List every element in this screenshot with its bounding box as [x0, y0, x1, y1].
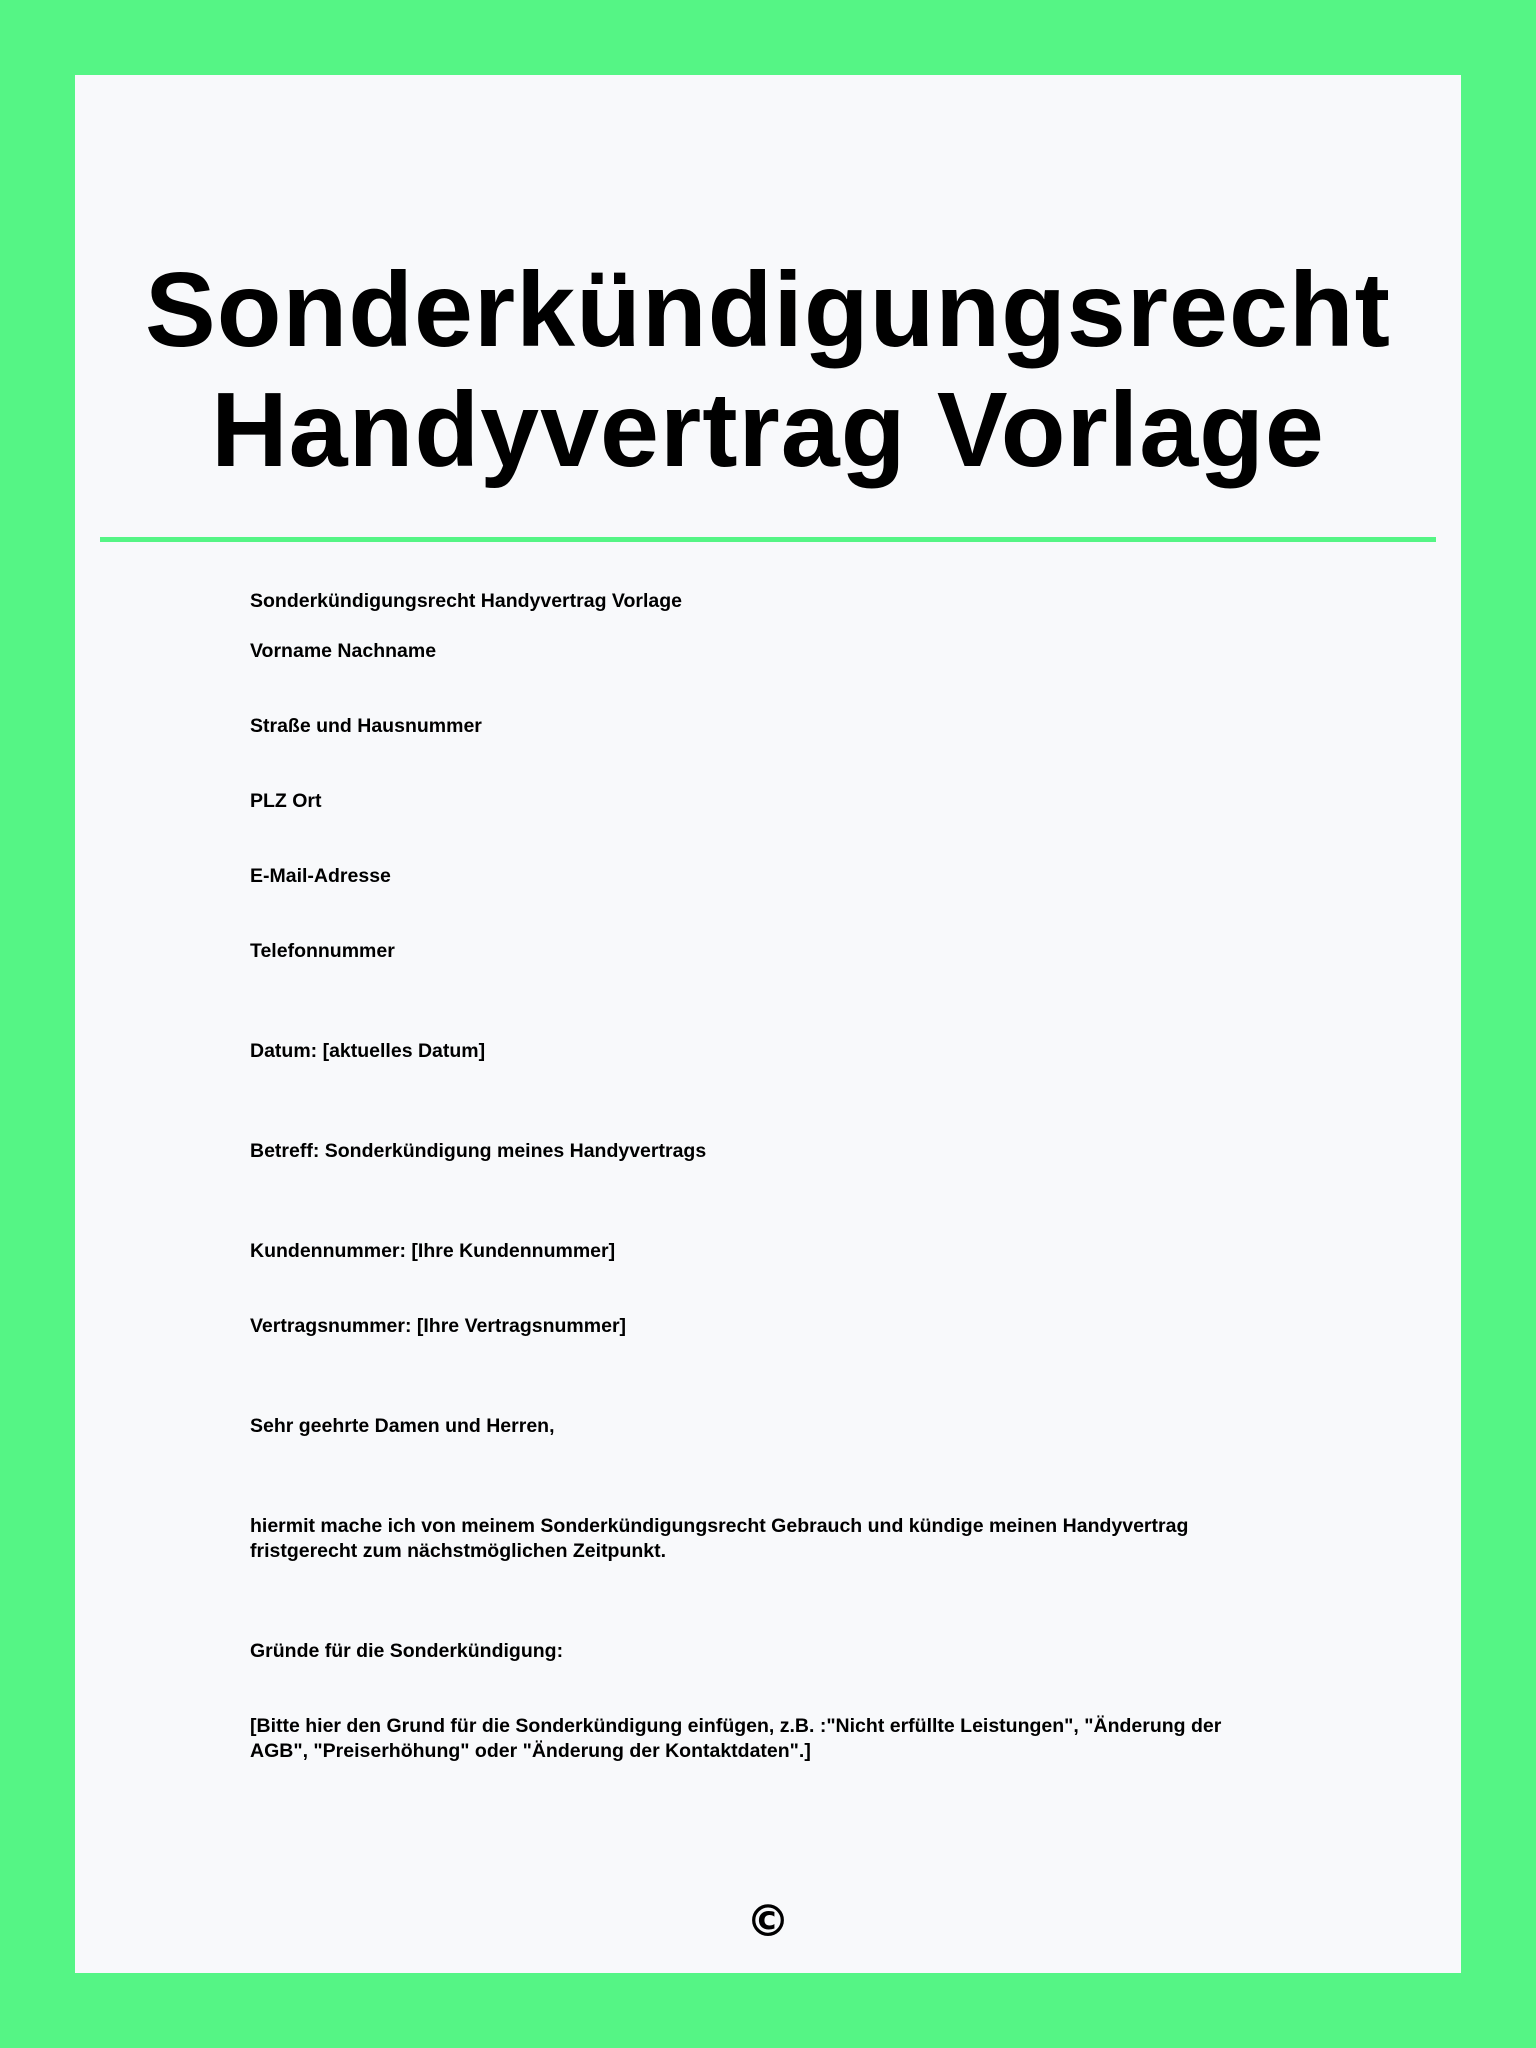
sender-name: Vorname Nachname — [250, 640, 437, 662]
sender-city: PLZ Ort — [250, 790, 322, 812]
letter-salutation: Sehr geehrte Damen und Herren, — [250, 1415, 555, 1437]
copyright-symbol: © — [746, 1896, 790, 1947]
page-title: Sonderkündigungsrecht Handyvertrag Vorlage — [145, 251, 1391, 489]
customer-number: Kundennummer: [Ihre Kundennummer] — [250, 1240, 616, 1262]
sender-phone: Telefonnummer — [250, 940, 395, 962]
reasons-heading: Gründe für die Sonderkündigung: — [250, 1640, 564, 1662]
document-page — [75, 75, 1461, 1973]
sender-email: E-Mail-Adresse — [250, 865, 391, 887]
letter-body: hiermit mache ich von meinem Sonderkündigungsrecht Gebrauch und kündige meinen Handyvertrag fristgerecht zum nächstmöglichen Zeitpunkt. — [250, 1515, 1189, 1562]
title-divider — [100, 537, 1436, 542]
document-heading: Sonderkündigungsrecht Handyvertrag Vorlage — [250, 590, 682, 612]
letter-subject: Betreff: Sonderkündigung meines Handyvertrags — [250, 1140, 707, 1162]
letter-date: Datum: [aktuelles Datum] — [250, 1040, 486, 1062]
reasons-placeholder: [Bitte hier den Grund für die Sonderkündigung einfügen, z.B. :"Nicht erfüllte Leistungen", "Änderung der AGB", "Preiserhöhung" oder "Änderung der Kontaktdaten".] — [250, 1715, 1222, 1762]
sender-street: Straße und Hausnummer — [250, 715, 482, 737]
contract-number: Vertragsnummer: [Ihre Vertragsnummer] — [250, 1315, 627, 1337]
